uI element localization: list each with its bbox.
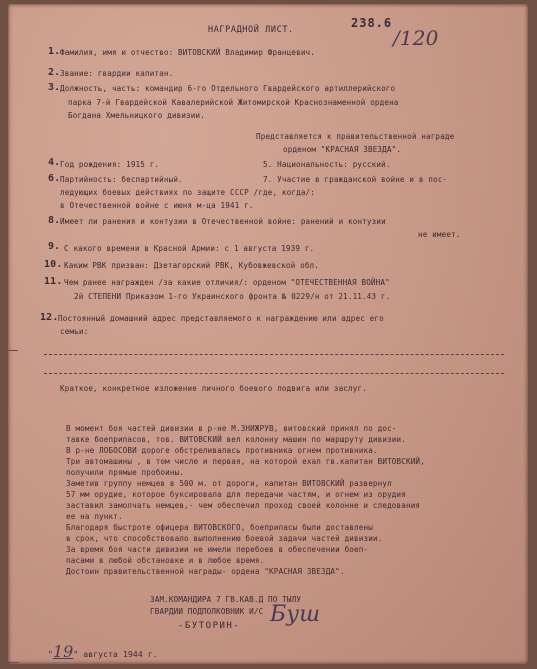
field-3-number: 3. <box>48 82 61 93</box>
field-6-party: Партийность: беспартийный. <box>60 175 183 184</box>
body-line: В р-не ЛОБОСОВИ дороге обстреливалась противника огнем противника. <box>66 446 378 455</box>
field-11-previous-awards: Чем ранее награжден /за какие отличия/: орденом "ОТЕЧЕСТВЕННАЯ ВОЙНА" <box>64 278 390 287</box>
document-title: НАГРАДНОЙ ЛИСТ. <box>208 25 294 35</box>
award-sheet-document <box>8 4 528 664</box>
field-8-number: 8. <box>48 215 61 226</box>
field-7-participation-line2: ледующих боевых действиях по защите СССР /где, когда/: <box>60 188 315 197</box>
date-quote-open: " <box>48 650 53 659</box>
body-line: Три автомашины , в том числе и первая, на которой ехал гв.капитан ВИТОВСКИЙ, <box>66 457 425 466</box>
field-1-number: 1. <box>48 46 61 57</box>
binding-mark <box>8 350 18 352</box>
field-12-address-line2: семьи: <box>60 327 89 336</box>
summary-heading: Краткое, конкретное изложение личного боевого подвига или заслуг. <box>60 384 367 393</box>
body-line: тавке боеприпасов, тов. ВИТОВСКИЙ вел колонну машин по маршруту дивизии. <box>66 435 406 444</box>
body-line: в срок, что способствовало выполнению боевой задачи частей дивизии. <box>66 534 383 543</box>
binding-mark <box>8 662 18 664</box>
field-12-address: Постоянный домашний адрес представляемого к награждению или адрес его <box>58 314 384 323</box>
field-3-position-line2: парка 7-й Гвардейской Кавалерийской Житомирской Краснознаменной ордена <box>68 98 399 107</box>
field-6-number: 6. <box>48 173 61 184</box>
body-line: В момент боя частей дивизии в р-не М.ЗНИЖРУВ, витовский принял по дос- <box>66 424 397 433</box>
field-8-wounds: Имеет ли ранения и контузии в Отечественной войне: ранений и контузии <box>60 217 386 226</box>
separator-line-top <box>44 354 504 355</box>
handwritten-number: /120 <box>393 26 439 50</box>
body-line: Благодаря быстроте офицера ВИТОВСКОГО, боеприпасы были доставлены <box>66 523 373 532</box>
separator-line-bottom <box>44 373 504 374</box>
field-8-wounds-line2: не имеет. <box>418 230 461 239</box>
handwritten-signature: Буш <box>270 602 321 627</box>
field-2-number: 2. <box>48 67 61 78</box>
field-4-number: 4. <box>48 157 61 168</box>
field-4-birth-year: Год рождения: 1915 г. <box>60 160 160 169</box>
signature-title-line2: ГВАРДИИ ПОДПОЛКОВНИК И/С <box>150 607 264 616</box>
field-3-position-line3: Богдана Хмельницкого дивизии. <box>68 111 205 120</box>
field-10-number: 10. <box>44 259 63 270</box>
signature-surname: -БУТОРИН- <box>178 621 241 631</box>
field-9-army-since: С какого времени в Красной Армии: с 1 августа 1939 г. <box>64 244 315 253</box>
field-3-position: Должность, часть: командир 6-го Отдельного Гвардейского артиллерийского <box>60 84 396 93</box>
field-7-participation-line3: в Отечественной войне с июня м-ца 1941 г. <box>60 201 254 210</box>
presented-line2: орденом "КРАСНАЯ ЗВЕЗДА". <box>283 145 402 154</box>
presented-line1: Представляется к правительственной награде <box>256 132 455 141</box>
body-line: Достоин правительственной награды- ордена "КРАСНАЯ ЗВЕЗДА". <box>66 567 345 576</box>
date-day-handwritten: 19 <box>52 642 74 661</box>
body-line: пасами в любой обстановке и в любое время. <box>66 556 265 565</box>
field-10-conscription: Каким РВК призван: Дзетагорский РВК, Кубовжевской обл. <box>64 261 319 270</box>
body-line: заставил замолчать немцев,- чем обеспечил проход своей колонне и следования <box>66 501 421 510</box>
body-line: За время боя части дивизии не имели перебоев в обеспечении боеп- <box>66 545 369 554</box>
field-1-name: Фамилия, имя и отчество: ВИТОВСКИЙ Владимир Францевич. <box>60 48 315 57</box>
date-rest: " августа 1944 г. <box>73 650 158 659</box>
body-line: ее на пункт. <box>66 512 123 521</box>
field-2-rank: Звание: гвардии капитан. <box>60 69 174 78</box>
field-11-previous-awards-line2: 2й СТЕПЕНИ Приказом 1-го Украинского фронта № 0229/н от 21.11.43 г. <box>74 292 391 301</box>
body-line: 57 мм орудие, которое буксировала для передачи частям, и огнем из орудия <box>66 490 406 499</box>
body-line: Заметив группу немцев в 500 м. от дороги, капитан ВИТОВСКИЙ развернул <box>66 479 392 488</box>
field-12-number: 12. <box>40 312 59 323</box>
document-number: 238.6 <box>351 16 393 30</box>
field-5-nationality: 5. Национальность: русский. <box>263 160 391 169</box>
signature-date <box>48 642 158 661</box>
field-9-number: 9. <box>48 241 61 252</box>
field-7-participation: 7. Участие в гражданской войне и в пос- <box>263 175 448 184</box>
field-11-number: 11. <box>44 276 63 287</box>
signature-title-line1: ЗАМ.КОМАНДИРА 7 ГВ.КАВ.Д ПО ТЫЛУ <box>150 595 302 604</box>
body-line: получили прямые пробоины. <box>66 468 185 477</box>
